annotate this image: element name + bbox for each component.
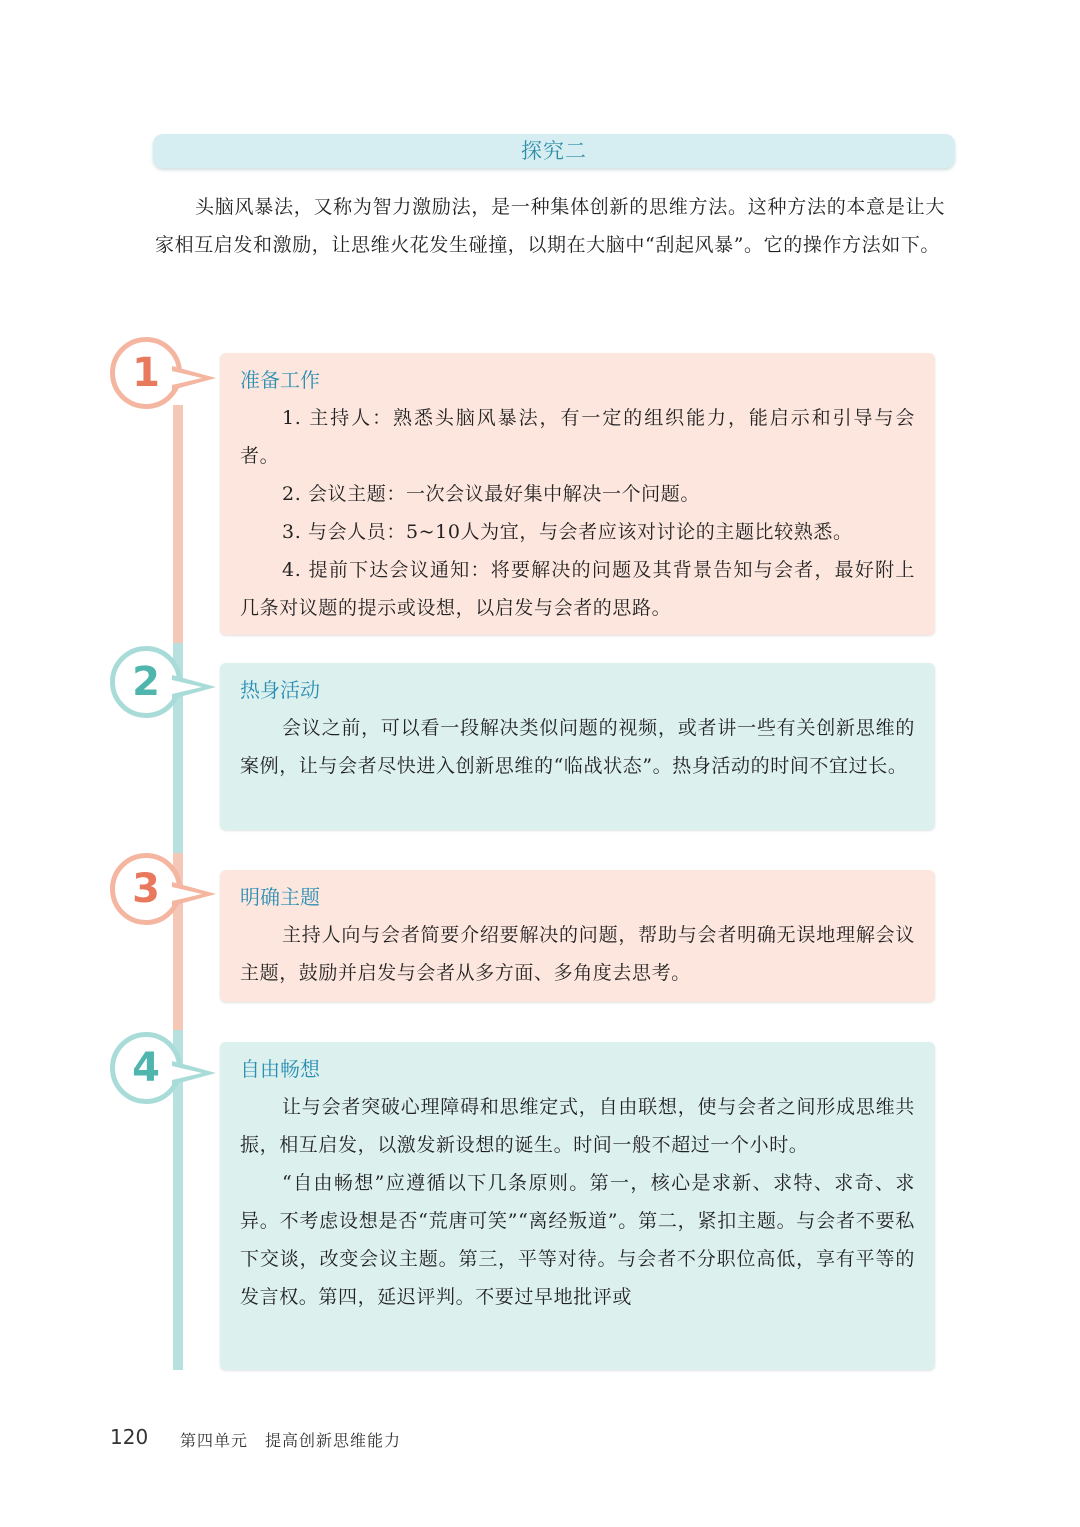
step-paragraph: 会议之前，可以看一段解决类似问题的视频，或者讲一些有关创新思维的案例，让与会者尽快进入创新思维的“临战状态”。热身活动的时间不宜过长。	[240, 717, 915, 777]
step-paragraph: “自由畅想”应遵循以下几条原则。第一，核心是求新、求特、求奇、求异。不考虑设想是否“荒唐可笑”“离经叛道”。第二，紧扣主题。与会者不要私下交谈，改变会议主题。第三，平等对待。与会者不分职位高低，享有平等的发言权。第四，延迟评判。不要过早地批评或	[240, 1172, 915, 1308]
timeline-bar-1	[173, 405, 183, 643]
step-title: 热身活动	[240, 678, 320, 702]
unit-title: 第四单元 提高创新思维能力	[180, 1431, 402, 1450]
page-number: 120	[110, 1425, 149, 1449]
step-pointer-inner-1	[172, 371, 202, 385]
step-paragraph: 让与会者突破心理障碍和思维定式，自由联想，使与会者之间形成思维共振，相互启发，以激发新设想的诞生。时间一般不超过一个小时。	[240, 1096, 915, 1156]
intro-paragraph: 头脑风暴法，又称为智力激励法，是一种集体创新的思维方法。这种方法的本意是让大家相互启发和激励，让思维火花发生碰撞，以期在大脑中“刮起风暴”。它的操作方法如下。	[155, 196, 945, 256]
step-number-1: 1	[110, 337, 182, 409]
step-card-clarify-topic	[220, 870, 935, 1002]
step-paragraph: 3. 与会人员：5~10人为宜，与会者应该对讨论的主题比较熟悉。	[282, 521, 853, 543]
step-number-2: 2	[110, 646, 182, 718]
step-card-preparation	[220, 353, 935, 635]
step-pointer-inner-2	[172, 680, 202, 694]
step-pointer-inner-4	[172, 1066, 202, 1080]
section-title: 探究二	[153, 134, 955, 168]
step-title: 明确主题	[240, 885, 320, 909]
step-card-warmup	[220, 663, 935, 830]
step-title: 自由畅想	[240, 1057, 320, 1081]
step-paragraph: 主持人向与会者简要介绍要解决的问题，帮助与会者明确无误地理解会议主题，鼓励并启发与会者从多方面、多角度去思考。	[240, 924, 915, 984]
step-number-3: 3	[110, 853, 182, 925]
step-card-free-thinking	[220, 1042, 935, 1370]
step-paragraph: 1. 主持人：熟悉头脑风暴法，有一定的组织能力，能启示和引导与会者。	[240, 407, 915, 467]
step-title: 准备工作	[240, 368, 320, 392]
step-number-4: 4	[110, 1032, 182, 1104]
step-paragraph: 4. 提前下达会议通知：将要解决的问题及其背景告知与会者，最好附上几条对议题的提示或设想，以启发与会者的思路。	[240, 559, 915, 619]
step-pointer-inner-3	[172, 887, 202, 901]
step-paragraph: 2. 会议主题：一次会议最好集中解决一个问题。	[282, 483, 700, 505]
